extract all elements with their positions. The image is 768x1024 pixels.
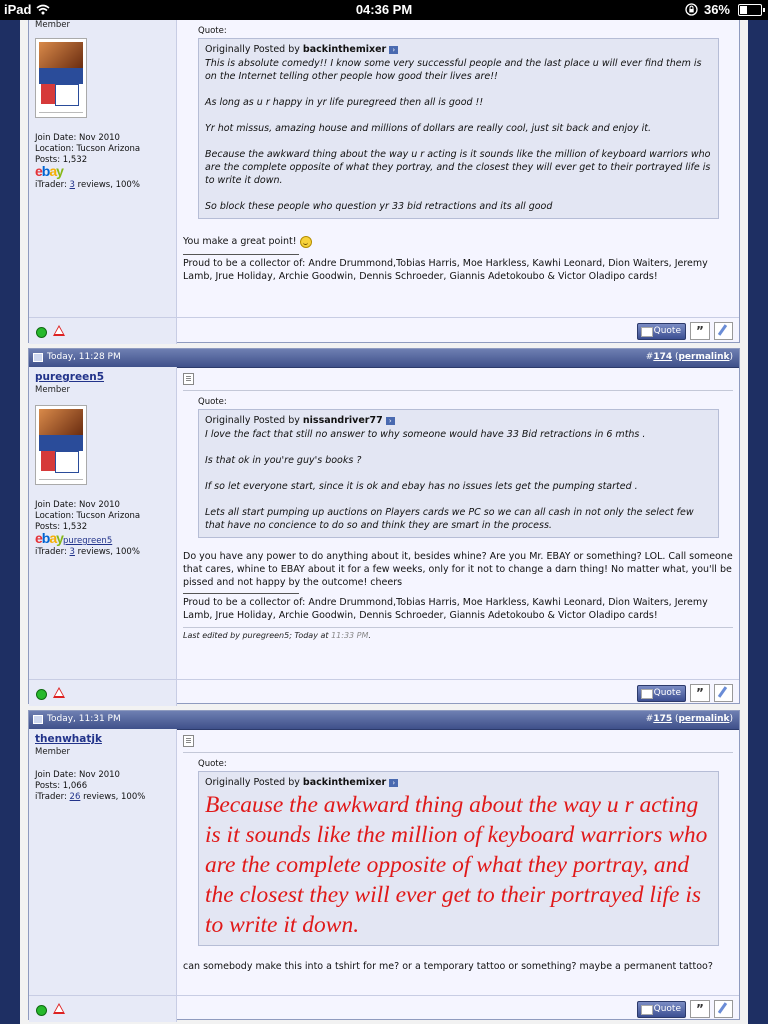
signature-divider — [183, 593, 299, 594]
post-number: #175 (permalink) — [645, 714, 733, 724]
multi-quote-icon[interactable]: ” — [690, 684, 710, 702]
last-edited-note: Last edited by puregreen5; Today at 11:33 PM. — [183, 631, 371, 640]
user-title: Member — [35, 385, 70, 395]
quote-button[interactable]: Quote — [637, 685, 686, 702]
post-footer — [29, 995, 739, 1022]
post-header — [29, 711, 739, 730]
footer-actions — [637, 684, 733, 702]
post-footer — [29, 317, 739, 344]
smiley-icon — [300, 236, 312, 248]
itrader-row: iTrader: 3 reviews, 100% — [35, 180, 140, 190]
ebay-row — [35, 530, 170, 547]
post-date-icon — [33, 353, 43, 362]
quote-box — [198, 38, 719, 219]
quote-text-large: Because the awkward thing about the way u r acting is it sounds like the million of keyboard warriors who are the complete opposite of what they portray, and the closest they will ever get to their portrayed life is to write it down. — [205, 792, 708, 938]
post-divider — [183, 390, 733, 391]
quote-paragraph: If so let everyone start, since it is ok and ebay has no issues lets get the pumping started . — [205, 481, 638, 492]
location: Location: Tucson Arizona — [35, 511, 141, 521]
quote-label: Quote: — [198, 26, 227, 36]
join-date: Join Date: Nov 2010 — [35, 770, 120, 780]
thread-container — [20, 20, 748, 1024]
quote-paragraph: Yr hot missus, amazing house and millions of dollars are really cool, just sit back and enjoy it. — [205, 123, 652, 134]
itrader-row: iTrader: 26 reviews, 100% — [35, 792, 146, 802]
post-date-icon — [33, 715, 43, 724]
post — [28, 20, 740, 343]
view-post-arrow-icon[interactable]: › — [386, 417, 395, 425]
report-post-icon[interactable] — [53, 325, 65, 336]
post-content — [177, 20, 739, 317]
quote-text — [205, 428, 712, 532]
post-userinfo — [29, 20, 177, 317]
battery-icon — [738, 4, 762, 16]
battery-fill — [740, 6, 747, 14]
rotation-lock-icon — [685, 3, 698, 16]
ebay-row — [35, 163, 170, 180]
posts-count: Posts: 1,532 — [35, 155, 88, 165]
footer-actions — [637, 322, 733, 340]
ebay-user-link[interactable]: puregreen5 — [62, 536, 113, 546]
quote-paragraph: So block these people who question yr 33 bid retractions and its all good — [205, 201, 553, 212]
view-post-arrow-icon[interactable]: › — [389, 779, 398, 787]
quote-label: Quote: — [198, 397, 227, 407]
quote-paragraph: I love the fact that still no answer to why someone would have 33 Bid retractions in 6 mths . — [205, 429, 646, 440]
avatar[interactable] — [35, 38, 87, 118]
online-status-icon — [36, 327, 47, 338]
page[interactable] — [0, 20, 768, 1024]
quote-paragraph: Because the awkward thing about the way u r acting is it sounds like the million of keyboard warriors who are the complete opposite of what they portray, and the closest they will ever get to their portrayed life is to write it down. — [205, 149, 711, 186]
footer-status — [29, 318, 177, 344]
quote-attribution: Originally Posted by nissandriver77 › — [205, 415, 712, 426]
join-date: Join Date: Nov 2010 — [35, 133, 120, 143]
post-message: Do you have any power to do anything about it, besides whine? Are you Mr. EBAY or something? LOL. Call someone that cares, whine to EBAY about it for a few weeks, only for it not to change a darn thing! No matter what, you'll be pissed and not happy by the outcome! cheers — [183, 551, 733, 588]
posts-count: Posts: 1,066 — [35, 781, 88, 791]
post-document-icon — [183, 373, 194, 385]
post-content — [177, 367, 739, 679]
post-number-link[interactable]: 175 — [653, 714, 673, 724]
quote-label: Quote: — [198, 759, 227, 769]
itrader-link[interactable]: 26 — [69, 792, 81, 802]
signature-divider — [183, 254, 299, 255]
avatar[interactable] — [35, 405, 87, 485]
itrader-row: iTrader: 3 reviews, 100% — [35, 547, 140, 557]
post-date: Today, 11:28 PM — [47, 352, 121, 362]
quote-box — [198, 409, 719, 538]
itrader-link[interactable]: 3 — [69, 547, 75, 557]
online-status-icon — [36, 689, 47, 700]
multi-quote-icon[interactable]: ” — [690, 322, 710, 340]
footer-status — [29, 996, 177, 1022]
quote-paragraph: As long as u r happy in yr life puregreed then all is good !! — [205, 97, 484, 108]
location: Location: Tucson Arizona — [35, 144, 141, 154]
posts-count: Posts: 1,532 — [35, 522, 88, 532]
battery-percent: 36% — [703, 2, 730, 17]
multi-quote-icon[interactable]: ” — [690, 1000, 710, 1018]
device-name: iPad — [4, 2, 32, 17]
quote-box — [198, 771, 719, 946]
username-link[interactable]: thenwhatjk — [35, 733, 102, 745]
quote-text — [205, 57, 712, 213]
quick-reply-icon[interactable] — [714, 322, 733, 340]
signature: Proud to be a collector of: Andre Drummond,Tobias Harris, Moe Harkless, Kawhi Leonard, Dion Waiters, Jeremy Lamb, Jrue Holiday, Archie Goodwin, Dennis Schroeder, Giannis Adetokoubo & Victor Oladipo cards! — [183, 258, 708, 282]
view-post-arrow-icon[interactable]: › — [389, 46, 398, 54]
post-userinfo — [29, 729, 177, 995]
post — [28, 348, 740, 704]
report-post-icon[interactable] — [53, 1003, 65, 1014]
quote-attribution: Originally Posted by backinthemixer › — [205, 777, 712, 788]
post-date: Today, 11:31 PM — [47, 714, 121, 724]
clock: 04:36 PM — [355, 2, 413, 17]
quick-reply-icon[interactable] — [714, 1000, 733, 1018]
quick-reply-icon[interactable] — [714, 684, 733, 702]
footer-status — [29, 680, 177, 706]
quote-author: backinthemixer — [302, 777, 387, 788]
post-footer — [29, 679, 739, 706]
post-userinfo — [29, 367, 177, 679]
post-number-link[interactable]: 174 — [653, 352, 673, 362]
itrader-link[interactable]: 3 — [69, 180, 75, 190]
edit-divider — [183, 627, 733, 628]
quote-paragraph: Lets all start pumping up auctions on Players cards we PC so we can all cash in not only the select few that have no concience to do so and think they are smart in the process. — [205, 507, 694, 531]
quote-paragraph: Is that ok in you're guy's books ? — [205, 455, 362, 466]
online-status-icon — [36, 1005, 47, 1016]
quote-author: backinthemixer — [302, 44, 387, 55]
post — [28, 710, 740, 1020]
user-title: Member — [35, 20, 70, 30]
post-document-icon — [183, 735, 194, 747]
permalink-link[interactable]: permalink — [678, 352, 730, 362]
ebay-logo[interactable]: ebay — [35, 530, 63, 546]
quote-attribution: Originally Posted by backinthemixer › — [205, 44, 712, 55]
user-title: Member — [35, 747, 70, 757]
post-message: can somebody make this into a tshirt for me? or a temporary tattoo or something? maybe a permanent tattoo? — [183, 961, 713, 972]
quote-button[interactable]: Quote — [637, 1001, 686, 1018]
post-content — [177, 729, 739, 995]
status-right — [685, 2, 762, 17]
report-post-icon[interactable] — [53, 687, 65, 698]
post-header — [29, 349, 739, 368]
post-number: #174 (permalink) — [645, 352, 733, 362]
post-message: You make a great point! — [183, 235, 733, 248]
username-link[interactable]: puregreen5 — [35, 371, 105, 383]
quote-author: nissandriver77 — [302, 415, 383, 426]
permalink-link[interactable]: permalink — [678, 714, 730, 724]
footer-actions — [637, 1000, 733, 1018]
post-divider — [183, 752, 733, 753]
signature: Proud to be a collector of: Andre Drummond,Tobias Harris, Moe Harkless, Kawhi Leonard, Dion Waiters, Jeremy Lamb, Jrue Holiday, Archie Goodwin, Dennis Schroeder, Giannis Adetokoubo & Victor Oladipo cards! — [183, 597, 708, 621]
quote-button[interactable]: Quote — [637, 323, 686, 340]
join-date: Join Date: Nov 2010 — [35, 500, 120, 510]
status-bar — [0, 0, 768, 20]
ebay-logo[interactable]: ebay — [35, 163, 63, 179]
quote-paragraph: This is absolute comedy!! I know some very successful people and the last place u will ever find them is on the Internet telling other people how good their lives are!! — [205, 58, 702, 82]
edited-time: 11:33 PM — [331, 631, 369, 640]
